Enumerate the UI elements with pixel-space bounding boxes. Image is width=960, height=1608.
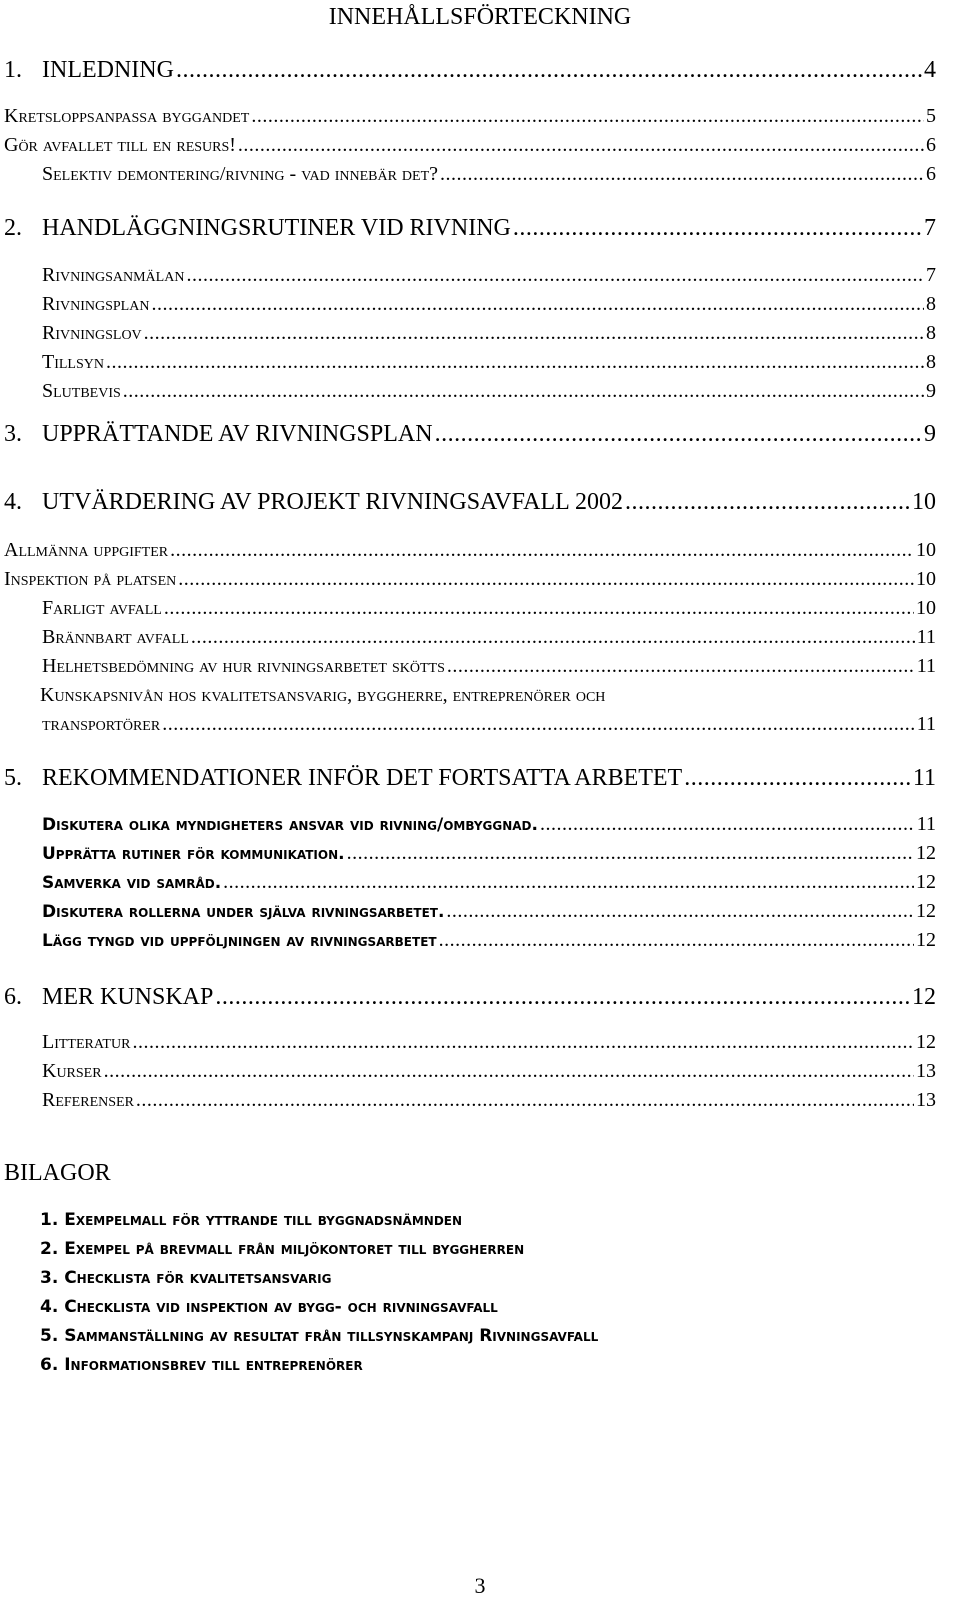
toc-entry-chapter-1[interactable] bbox=[4, 56, 936, 84]
toc-entry[interactable] bbox=[42, 1087, 936, 1113]
toc-entry-text: Inspektion på platsen bbox=[4, 568, 177, 590]
leader-dots bbox=[151, 291, 924, 317]
leader-dots bbox=[164, 595, 914, 621]
chapter-number: 4. bbox=[4, 489, 22, 515]
toc-entry-text: Diskutera olika myndigheters ansvar vid rivning/ombyggnad. bbox=[42, 815, 538, 835]
toc-page-number: 11 bbox=[916, 655, 936, 677]
leader-dots bbox=[162, 711, 915, 737]
leader-dots bbox=[170, 537, 914, 563]
toc-page-number: 10 bbox=[912, 489, 936, 515]
toc-page-number: 11 bbox=[916, 813, 936, 835]
toc-page-number: 11 bbox=[916, 626, 936, 648]
toc-page-number: 12 bbox=[916, 929, 936, 951]
toc-page-number: 12 bbox=[912, 984, 936, 1010]
toc-page-number: 12 bbox=[916, 871, 936, 893]
leader-dots bbox=[223, 869, 914, 895]
toc-entry-text-line1: Kunskapsnivån hos kvalitetsansvarig, byggherre, entreprenörer och bbox=[40, 684, 606, 706]
toc-page-number: 8 bbox=[926, 293, 936, 315]
toc-page-number: 11 bbox=[912, 765, 936, 791]
toc-page-number: 7 bbox=[924, 215, 936, 241]
toc-entry[interactable] bbox=[42, 349, 936, 375]
appendix-item[interactable]: 4. Checklista vid inspektion av bygg- och rivningsavfall bbox=[40, 1297, 498, 1317]
toc-page-number: 13 bbox=[916, 1089, 936, 1111]
toc-entry-text: Referenser bbox=[42, 1089, 134, 1111]
toc-entry-chapter-4[interactable] bbox=[4, 488, 936, 516]
toc-entry-text: INLEDNING bbox=[42, 57, 174, 83]
toc-page-number: 8 bbox=[926, 351, 936, 373]
toc-entry-text: Litteratur bbox=[42, 1031, 131, 1053]
toc-entry-text: Rivningslov bbox=[42, 322, 142, 344]
bilagor-heading: BILAGOR bbox=[4, 1160, 111, 1186]
leader-dots bbox=[540, 811, 915, 837]
page-number: 3 bbox=[474, 1573, 486, 1598]
leader-dots bbox=[132, 1029, 914, 1055]
leader-dots bbox=[446, 898, 914, 924]
toc-entry[interactable] bbox=[42, 711, 936, 737]
toc-entry-text: Brännbart avfall bbox=[42, 626, 189, 648]
toc-page-number: 10 bbox=[916, 597, 936, 619]
toc-page-number: 12 bbox=[916, 1031, 936, 1053]
toc-entry[interactable] bbox=[42, 624, 936, 650]
toc-entry[interactable] bbox=[42, 378, 936, 404]
toc-entry-text: UPPRÄTTANDE AV RIVNINGSPLAN bbox=[42, 421, 433, 447]
appendix-item[interactable]: 1. Exempelmall för yttrande till byggnadsnämnden bbox=[40, 1210, 463, 1230]
toc-entry[interactable] bbox=[42, 811, 936, 838]
toc-page-number: 4 bbox=[924, 57, 936, 83]
chapter-number: 1. bbox=[4, 57, 22, 83]
toc-entry-text: Upprätta rutiner för kommunikation. bbox=[42, 844, 345, 864]
leader-dots bbox=[186, 262, 924, 288]
toc-entry-text: Slutbevis bbox=[42, 380, 121, 402]
toc-entry[interactable] bbox=[42, 1058, 936, 1084]
toc-entry[interactable] bbox=[42, 595, 936, 621]
toc-entry[interactable] bbox=[42, 1029, 936, 1055]
leader-dots bbox=[123, 378, 924, 404]
appendix-item[interactable]: 2. Exempel på brevmall från miljökontoret till byggherren bbox=[40, 1239, 525, 1259]
toc-page-number: 7 bbox=[926, 264, 936, 286]
toc-page-number: 13 bbox=[916, 1060, 936, 1082]
leader-dots bbox=[144, 320, 924, 346]
toc-page-number: 12 bbox=[916, 900, 936, 922]
leader-dots bbox=[136, 1087, 914, 1113]
leader-dots bbox=[106, 349, 924, 375]
toc-page-number: 12 bbox=[916, 842, 936, 864]
toc-entry-text: HANDLÄGGNINGSRUTINER VID RIVNING bbox=[42, 215, 511, 241]
toc-entry-chapter-5[interactable] bbox=[4, 764, 936, 792]
toc-entry-text: transportörer bbox=[42, 713, 161, 735]
page-title: INNEHÅLLSFÖRTECKNING bbox=[328, 4, 632, 30]
toc-entry[interactable] bbox=[4, 566, 936, 592]
toc-page-number: 6 bbox=[926, 134, 936, 156]
leader-dots bbox=[684, 764, 911, 792]
toc-page-number: 10 bbox=[916, 539, 936, 561]
toc-entry-text: Gör avfallet till en resurs! bbox=[4, 134, 236, 156]
toc-entry[interactable] bbox=[4, 103, 936, 129]
toc-entry[interactable] bbox=[42, 262, 936, 288]
leader-dots bbox=[104, 1058, 914, 1084]
toc-entry[interactable] bbox=[42, 927, 936, 954]
toc-entry[interactable] bbox=[42, 898, 936, 925]
chapter-number: 5. bbox=[4, 765, 22, 791]
toc-page-number: 5 bbox=[926, 105, 936, 127]
leader-dots bbox=[176, 56, 922, 84]
toc-entry-text: REKOMMENDATIONER INFÖR DET FORTSATTA ARBETET bbox=[42, 765, 683, 791]
toc-entry-text: Helhetsbedömning av hur rivningsarbetet skötts bbox=[42, 655, 445, 677]
toc-entry[interactable] bbox=[4, 537, 936, 563]
toc-entry-text: Tillsyn bbox=[42, 351, 104, 373]
toc-page-number: 9 bbox=[926, 380, 936, 402]
toc-entry[interactable] bbox=[42, 161, 936, 187]
leader-dots bbox=[191, 624, 915, 650]
appendix-item[interactable]: 6. Informationsbrev till entreprenörer bbox=[40, 1355, 363, 1375]
appendix-item[interactable]: 5. Sammanställning av resultat från tillsynskampanj Rivningsavfall bbox=[40, 1326, 599, 1346]
toc-page-number: 9 bbox=[924, 421, 936, 447]
toc-entry[interactable] bbox=[42, 840, 936, 867]
chapter-number: 3. bbox=[4, 421, 22, 447]
toc-page-number: 11 bbox=[916, 713, 936, 735]
leader-dots bbox=[513, 214, 922, 242]
toc-entry-chapter-6[interactable] bbox=[4, 983, 936, 1011]
toc-page-number: 10 bbox=[916, 568, 936, 590]
leader-dots bbox=[439, 927, 914, 953]
toc-entry-text: Rivningsplan bbox=[42, 293, 150, 315]
leader-dots bbox=[347, 840, 914, 866]
leader-dots bbox=[238, 132, 924, 158]
toc-entry-chapter-2[interactable] bbox=[4, 214, 936, 242]
toc-entry-text: Rivningsanmälan bbox=[42, 264, 185, 286]
toc-entry[interactable] bbox=[4, 132, 936, 158]
toc-page-number: 8 bbox=[926, 322, 936, 344]
appendix-item[interactable]: 3. Checklista för kvalitetsansvarig bbox=[40, 1268, 332, 1288]
chapter-number: 6. bbox=[4, 984, 22, 1010]
toc-entry[interactable] bbox=[42, 653, 936, 679]
toc-entry-text: MER KUNSKAP bbox=[42, 984, 214, 1010]
toc-entry-text: Selektiv demontering/rivning - vad innebär det? bbox=[42, 163, 439, 185]
leader-dots bbox=[435, 420, 922, 448]
toc-entry-text: UTVÄRDERING AV PROJEKT RIVNINGSAVFALL 2002 bbox=[42, 489, 623, 515]
toc-entry[interactable] bbox=[42, 291, 936, 317]
leader-dots bbox=[440, 161, 924, 187]
leader-dots bbox=[251, 103, 924, 129]
toc-entry-text: Kretsloppsanpassa byggandet bbox=[4, 105, 250, 127]
toc-entry-text: Allmänna uppgifter bbox=[4, 539, 169, 561]
toc-entry[interactable] bbox=[42, 869, 936, 896]
toc-entry-text: Lägg tyngd vid uppföljningen av rivningsarbetet bbox=[42, 931, 437, 951]
toc-entry-text: Samverka vid samråd. bbox=[42, 873, 222, 893]
toc-entry-text: Diskutera rollerna under själva rivningsarbetet. bbox=[42, 902, 445, 922]
chapter-number: 2. bbox=[4, 215, 22, 241]
toc-entry[interactable] bbox=[42, 320, 936, 346]
leader-dots bbox=[215, 983, 910, 1011]
toc-entry-text: Farligt avfall bbox=[42, 597, 162, 619]
toc-entry-chapter-3[interactable] bbox=[4, 420, 936, 448]
leader-dots bbox=[625, 488, 910, 516]
leader-dots bbox=[447, 653, 915, 679]
toc-page-number: 6 bbox=[926, 163, 936, 185]
toc-entry-text: Kurser bbox=[42, 1060, 102, 1082]
leader-dots bbox=[178, 566, 914, 592]
